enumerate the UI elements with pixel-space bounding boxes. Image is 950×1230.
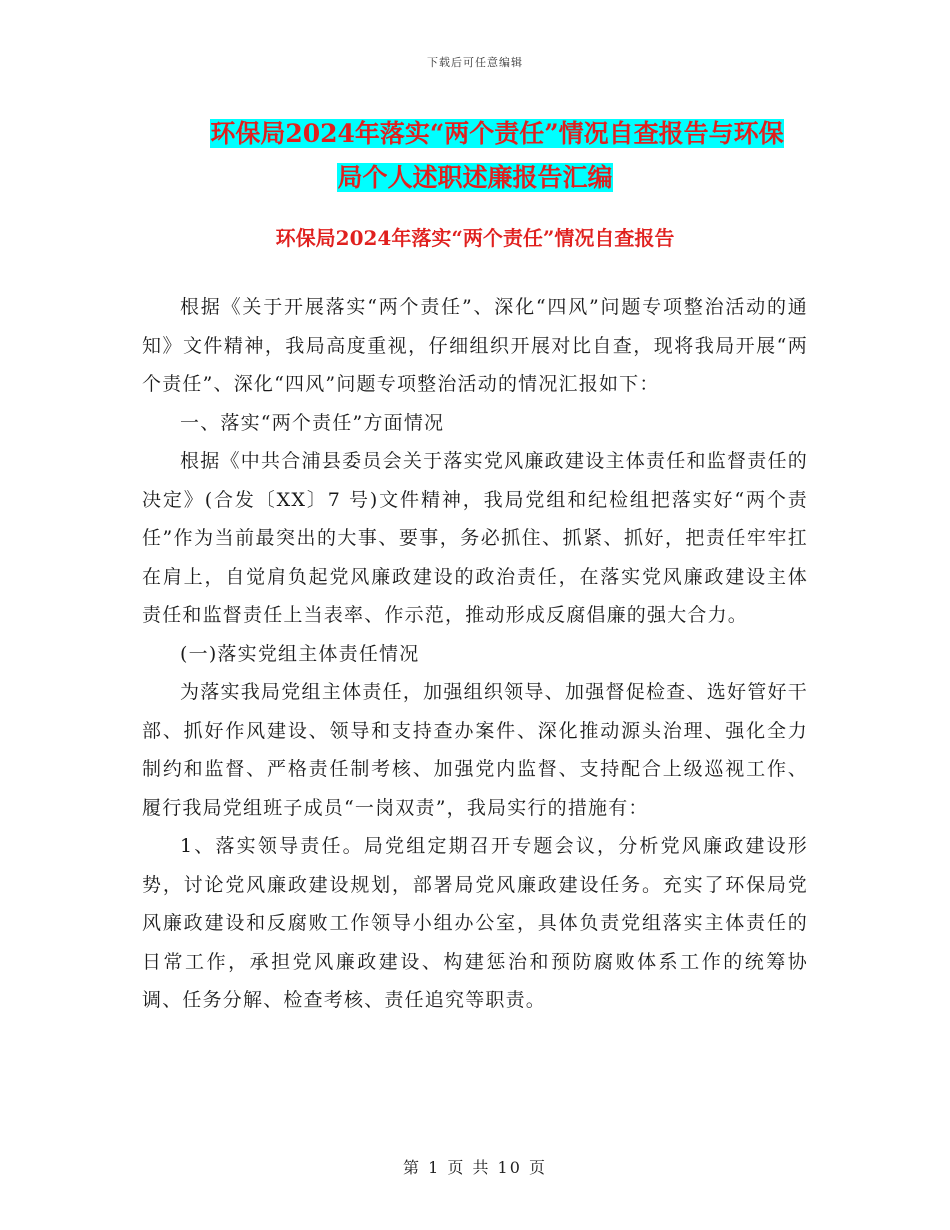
paragraph: 根据《关于开展落实“两个责任”、深化“四风”问题专项整治活动的通知》文件精神，我局高度重视，仔细组织开展对比自查，现将我局开展“两个责任”、深化“四风”问题专项整治活动的情况汇报如下： bbox=[142, 296, 808, 395]
paragraph: 1、落实领导责任。局党组定期召开专题会议，分析党风廉政建设形势，讨论党风廉政建设规划，部署局党风廉政建设任务。充实了环保局党风廉政建设和反腐败工作领导小组办公室，具体负责党组落实主体责任的日常工作，承担党风廉政建设、构建惩治和预防腐败体系工作的统筹协调、任务分解、检查考核、责任追究等职责。 bbox=[142, 835, 808, 1011]
section-title: 环保局2024年落实“两个责任”情况自查报告 bbox=[275, 226, 675, 250]
title-line-1: 环保局2024年落实“两个责任”情况自查报告与环保 bbox=[210, 119, 784, 148]
document-body bbox=[142, 288, 808, 1020]
title-line-2: 局个人述职述廉报告汇编 bbox=[337, 163, 613, 192]
paragraph-heading: 一、落实“两个责任”方面情况 bbox=[180, 411, 445, 434]
paragraph: 根据《中共合浦县委员会关于落实党风廉政建设主体责任和监督责任的决定》(合发〔XX〕7 号)文件精神，我局党组和纪检组把落实好“两个责任”作为当前最突出的大事、要事，务必抓住、抓紧、抓好，把责任牢牢扛在肩上，自觉肩负起党风廉政建设的政治责任，在落实党风廉政建设主体责任和监督责任上当表率、作示范，推动形成反腐倡廉的强大合力。 bbox=[142, 450, 808, 626]
page-footer: 第 1 页 共 10 页 bbox=[403, 1158, 547, 1177]
paragraph-heading: (一)落实党组主体责任情况 bbox=[180, 642, 420, 665]
document-title bbox=[140, 112, 810, 200]
paragraph: 为落实我局党组主体责任，加强组织领导、加强督促检查、选好管好干部、抓好作风建设、领导和支持查办案件、深化推动源头治理、强化全力制约和监督、严格责任制考核、加强党内监督、支持配合上级巡视工作、履行我局党组班子成员“一岗双责”，我局实行的措施有： bbox=[142, 681, 808, 819]
header-note: 下载后可任意编辑 bbox=[427, 56, 523, 69]
